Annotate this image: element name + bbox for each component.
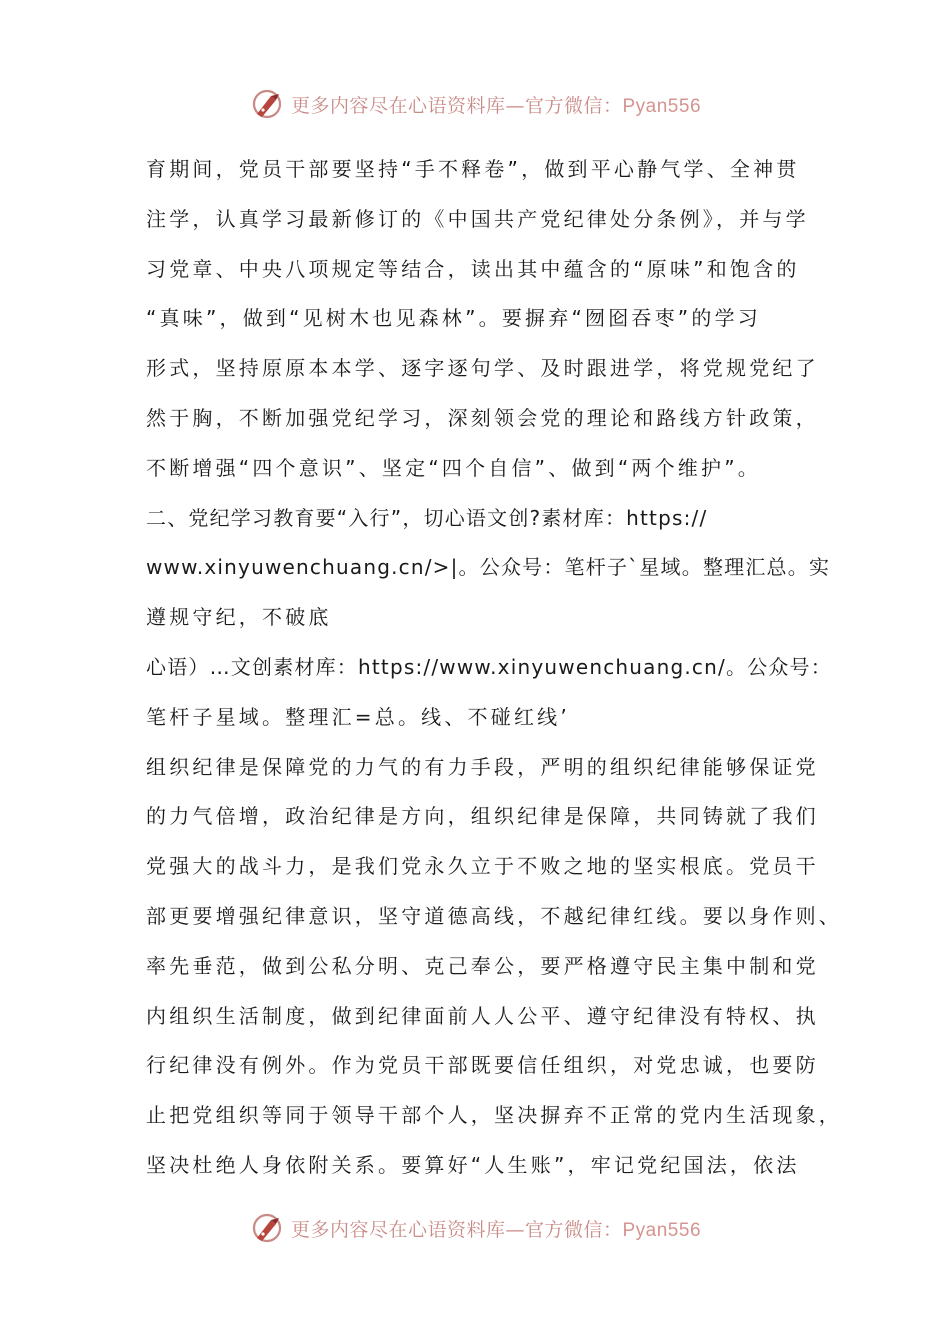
text-line: 习党章、中央八项规定等结合，读出其中蕴含的“原味”和饱含的 xyxy=(146,256,800,281)
footer-banner xyxy=(0,1208,950,1248)
document-body xyxy=(146,145,842,1191)
text-line: 形式，坚持原原本本学、逐字逐句学、及时跟进学，将党规党纪了 xyxy=(146,356,819,381)
text-line: 不断增强“四个意识”、坚定“四个自信”、做到“两个维护”。 xyxy=(146,455,761,480)
text-line-url: 二、党纪学习教育要“入行”，切心语文创?素材库：https:// xyxy=(146,505,708,530)
text-line-url: 心语）…文创素材库：https://www.xinyuwenchuang.cn/。公众号： xyxy=(146,654,832,679)
text-line: 部更要增强纪律意识，坚守道德高线，不越纪律红线。要以身作则、 xyxy=(146,903,842,928)
text-line: “真味”，做到“见树木也见森林”。要摒弃“囫囵吞枣”的学习 xyxy=(146,306,761,331)
header-banner xyxy=(0,84,950,124)
text-line: 遵规守纪，不破底 xyxy=(146,605,332,630)
text-line: 的力气倍增，政治纪律是方向，组织纪律是保障，共同铸就了我们 xyxy=(146,804,819,829)
banner-text: 更多内容尽在心语资料库—官方微信：Pyan556 xyxy=(290,1218,702,1241)
text-line: 党强大的战斗力，是我们党永久立于不败之地的坚实根底。党员干 xyxy=(146,854,819,879)
text-line: 组织纪律是保障党的力气的有力手段，严明的组织纪律能够保证党 xyxy=(146,754,819,779)
text-line: 注学，认真学习最新修订的《中国共产党纪律处分条例》，并与学 xyxy=(146,206,809,231)
text-line: 笔杆子星域。整理汇=总。线、不碰红线’ xyxy=(146,704,570,729)
text-line: 率先垂范，做到公私分明、克己奉公，要严格遵守民主集中制和党 xyxy=(146,953,819,978)
pen-nib-logo-icon xyxy=(249,86,285,122)
text-line: 坚决杜绝人身依附关系。要算好“人生账”，牢记党纪国法，依法 xyxy=(146,1152,800,1177)
text-line-url: www.xinyuwenchuang.cn/>|。公众号：笔杆子`星域。整理汇总。实 xyxy=(146,555,831,580)
text-line: 内组织生活制度，做到纪律面前人人公平、遵守纪律没有特权、执 xyxy=(146,1003,819,1028)
wechat-id: Pyan556 xyxy=(622,1219,702,1241)
text-line: 止把党组织等同于领导干部个人，坚决摒弃不正常的党内生活现象， xyxy=(146,1103,842,1128)
banner-text: 更多内容尽在心语资料库—官方微信：Pyan556 xyxy=(290,94,702,117)
wechat-id: Pyan556 xyxy=(622,95,702,117)
pen-nib-logo-icon xyxy=(249,1210,285,1246)
text-line: 育期间，党员干部要坚持“手不释卷”，做到平心静气学、全神贯 xyxy=(146,157,800,181)
text-line: 行纪律没有例外。作为党员干部既要信任组织，对党忠诚，也要防 xyxy=(146,1053,819,1078)
text-line: 然于胸，不断加强党纪学习，深刻领会党的理论和路线方针政策， xyxy=(146,405,819,430)
